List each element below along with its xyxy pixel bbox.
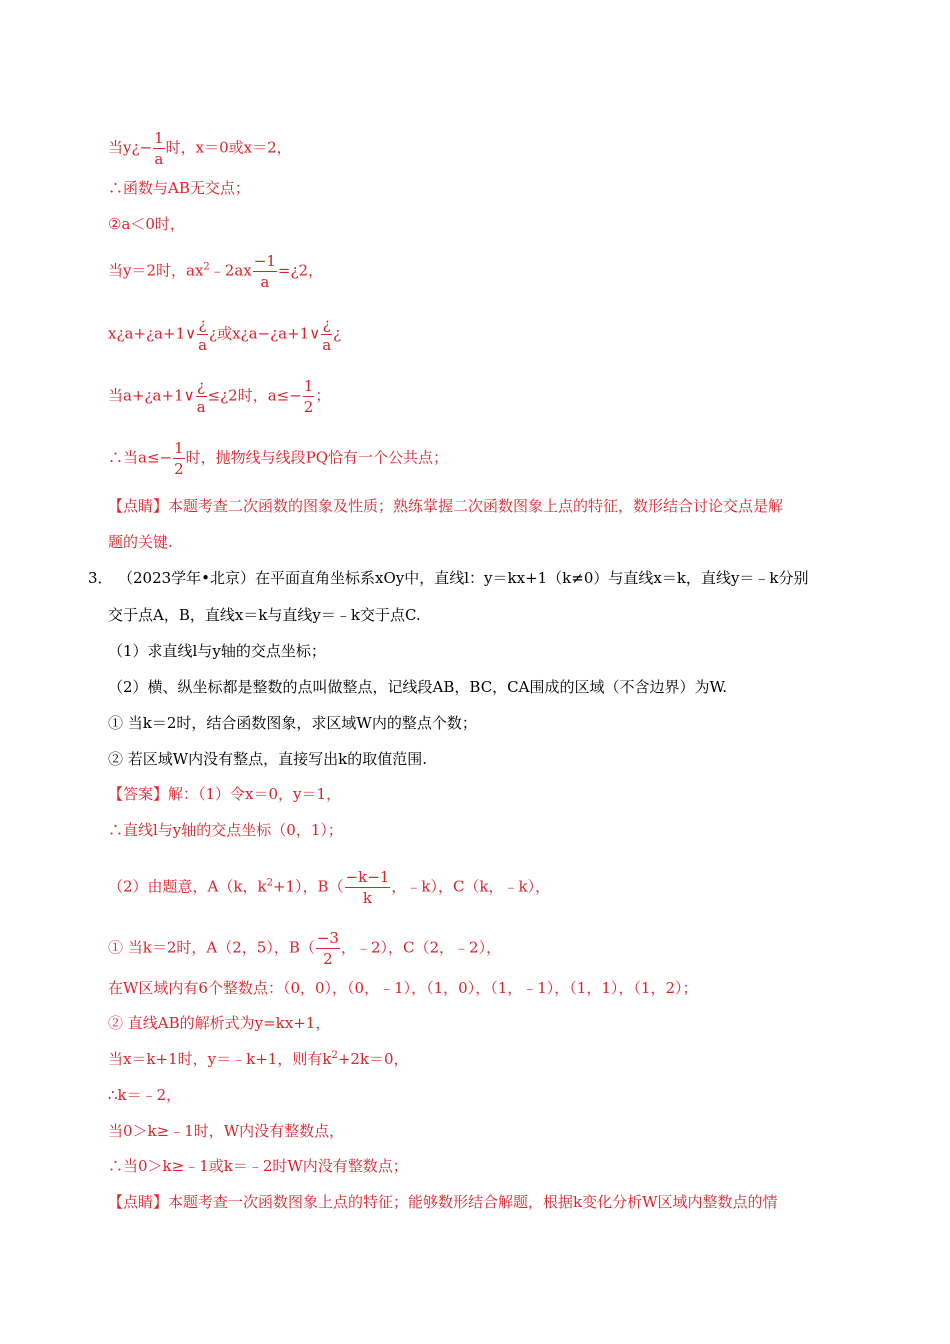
text: （2）由题意，A（k，k [108, 877, 267, 896]
answer-line-8: ∴k＝﹣2， [108, 1086, 182, 1104]
text: ，﹣2），C（2，﹣2）， [340, 938, 502, 957]
fraction [197, 314, 208, 355]
answer-line-4 [108, 928, 501, 969]
answer-line-1: 【答案】解：（1）令x＝0，y＝1， [108, 785, 342, 803]
superscript: 2 [266, 877, 273, 889]
text: 当a+¿a+1∨ [108, 386, 195, 405]
question-line-5: ① 当k＝2时，结合函数图象，求区域W内的整点个数； [108, 714, 477, 732]
fraction-denominator: a [322, 336, 332, 354]
answer-line-6: ② 直线AB的解析式为y=kx+1， [108, 1014, 331, 1032]
solution-line-5 [108, 314, 341, 355]
text: 当x＝k+1时，y＝﹣k+1，则有k [108, 1050, 332, 1068]
fraction [303, 376, 315, 417]
solution-line-1 [108, 128, 292, 169]
text: ； [315, 386, 331, 405]
solution-line-2: ∴函数与AB无交点； [108, 179, 250, 197]
superscript: 2 [331, 1050, 338, 1061]
text: 当y＝2时，ax [108, 261, 204, 280]
answer-line-10: ∴当0＞k≥﹣1或k＝﹣2时W内没有整数点； [108, 1157, 408, 1175]
solution-line-6 [108, 376, 330, 417]
comment-line-2: 题的关键. [108, 533, 173, 551]
answer-line-5: 在W区域内有6个整数点：（0，0），（0，﹣1），（1，0），（1，﹣1），（1，1），（1，2）； [108, 979, 698, 997]
fraction-denominator: 2 [323, 950, 333, 968]
text: x¿a+¿a+1∨ [108, 324, 197, 343]
answer-line-3 [108, 867, 550, 908]
answer-line-9: 当0＞k≥﹣1时，W内没有整数点， [108, 1122, 345, 1140]
fraction-numerator: −k−1 [345, 868, 390, 886]
text: 时，x＝0或x＝2， [165, 138, 292, 157]
fraction-denominator: a [196, 398, 206, 416]
question-line-3: （1）求直线l与y轴的交点坐标； [108, 642, 326, 660]
comment-line-3: 【点睛】本题考查一次函数图象上点的特征；能够数形结合解题，根据k变化分析W区域内整数点的情 [108, 1193, 778, 1211]
comment-line-1: 【点睛】本题考查二次函数的图象及性质；熟练掌握二次函数图象上点的特征，数形结合讨论交点是解 [108, 497, 784, 515]
fraction-denominator: 2 [174, 460, 184, 478]
answer-line-7 [108, 1048, 409, 1070]
fraction-denominator: a [260, 273, 270, 291]
solution-line-3: ②a＜0时， [108, 215, 185, 233]
fraction-numerator: −1 [253, 252, 276, 270]
fraction-denominator: k [362, 889, 373, 907]
answer-line-2: ∴直线l与y轴的交点坐标（0，1）； [108, 821, 343, 839]
fraction-denominator: a [154, 150, 164, 168]
fraction-numerator: ¿ [198, 315, 207, 333]
fraction-denominator: 2 [303, 398, 314, 416]
question-line-2: 交于点A，B，直线x＝k与直线y＝﹣k交于点C. [108, 606, 421, 624]
text: ∴当a≤− [108, 448, 173, 467]
fraction-numerator: 1 [303, 377, 314, 395]
fraction-numerator: 1 [174, 439, 184, 457]
solution-line-7 [108, 438, 448, 479]
question-line-6: ② 若区域W内没有整点，直接写出k的取值范围. [108, 750, 428, 768]
fraction [173, 438, 185, 479]
fraction [253, 251, 277, 292]
text: ¿或x¿a−¿a+1∨ [209, 324, 321, 343]
fraction-denominator: a [198, 336, 208, 354]
superscript: 2 [203, 261, 210, 273]
text: +2k＝0， [337, 1050, 409, 1068]
question-line-4: （2）横、纵坐标都是整数的点叫做整点，记线段AB，BC，CA围成的区域（不含边界）为W. [108, 678, 728, 696]
fraction [196, 376, 207, 417]
fraction [321, 314, 332, 355]
fraction [345, 867, 391, 908]
fraction [316, 928, 340, 969]
text: ≤¿2时，a≤− [207, 386, 302, 405]
text: 当y¿− [108, 138, 153, 157]
question-number: 3． [88, 569, 113, 587]
text: +1），B（ [272, 877, 344, 896]
fraction-numerator: 1 [154, 129, 164, 147]
fraction [153, 128, 165, 169]
fraction-numerator: ¿ [322, 315, 331, 333]
fraction-numerator: −3 [316, 929, 339, 947]
text: ，﹣k），C（k，﹣k）， [391, 877, 551, 896]
text: =¿2， [277, 261, 324, 280]
question-line-1: （2023学年•北京）在平面直角坐标系xOy中，直线l：y＝kx+1（k≠0）与直线x＝k，直线y＝﹣k分别 [118, 569, 809, 587]
text: 时，抛物线与线段PQ恰有一个公共点； [185, 448, 449, 467]
text: ① 当k＝2时，A（2，5），B（ [108, 938, 315, 957]
solution-line-4 [108, 251, 323, 292]
text: ¿ [333, 324, 342, 343]
text: ﹣2ax [209, 261, 252, 280]
fraction-numerator: ¿ [197, 377, 206, 395]
